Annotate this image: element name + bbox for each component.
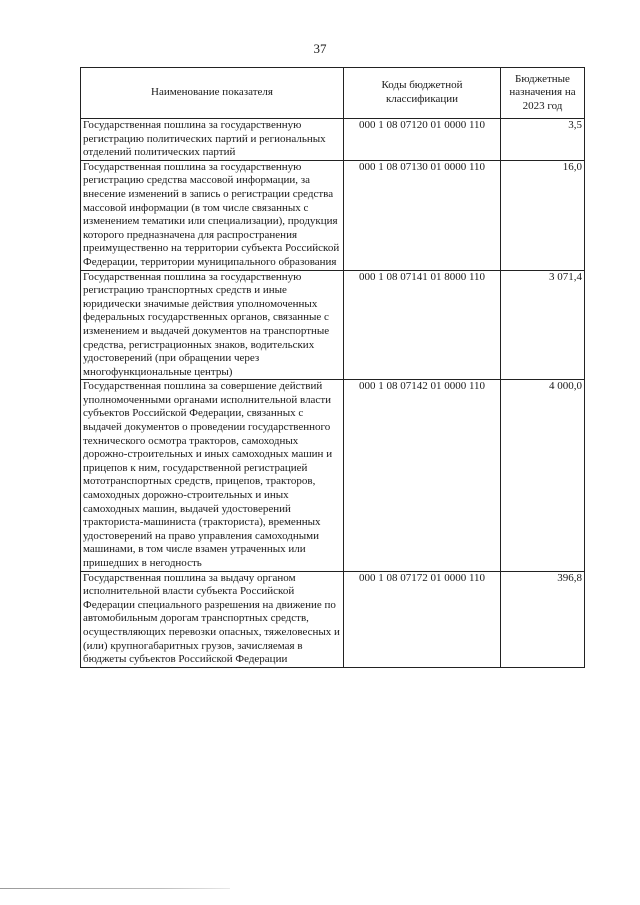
indicator-name-cell: Государственная пошлина за государственную регистрацию транспортных средств и иные юридически значимые действия уполномоченных федеральных государственных органов, связанные с изменением и выдачей документов на транспортные средства, регистрационных знаков, водительских удостоверений (при обращении через многофункциональные центры) bbox=[81, 270, 344, 380]
header-indicator-name: Наименование показателя bbox=[81, 68, 344, 119]
budget-code-cell: 000 1 08 07141 01 8000 110 bbox=[344, 270, 501, 380]
indicator-name-cell: Государственная пошлина за государственную регистрацию средства массовой информации, за внесение изменений в запись о регистрации средства массовой информации (в том числе связанных с изменением тематики или специализации), продукция которого предназначена для распространения преимущественно на территории субъекта Российской Федерации, территории муниципального образования bbox=[81, 160, 344, 270]
amount-cell: 396,8 bbox=[501, 571, 585, 667]
indicator-name-cell: Государственная пошлина за государственную регистрацию политических партий и региональных отделений политических партий bbox=[81, 119, 344, 161]
budget-code-cell: 000 1 08 07120 01 0000 110 bbox=[344, 119, 501, 161]
table-row bbox=[81, 160, 585, 270]
amount-cell: 3,5 bbox=[501, 119, 585, 161]
amount-cell: 3 071,4 bbox=[501, 270, 585, 380]
table-row bbox=[81, 571, 585, 667]
budget-table bbox=[80, 67, 585, 668]
table-header-row bbox=[81, 68, 585, 119]
indicator-name-cell: Государственная пошлина за выдачу органом исполнительной власти субъекта Российской Федерации специального разрешения на движение по автомобильным дорогам транспортных средств, осуществляющих перевозки опасных, тяжеловесных и (или) крупногабаритных грузов, зачисляемая в бюджеты субъектов Российской Федерации bbox=[81, 571, 344, 667]
table-row bbox=[81, 380, 585, 571]
amount-cell: 16,0 bbox=[501, 160, 585, 270]
header-budget-amount: Бюджетные назначения на 2023 год bbox=[501, 68, 585, 119]
page-number: 37 bbox=[313, 41, 327, 56]
amount-cell: 4 000,0 bbox=[501, 380, 585, 571]
budget-code-cell: 000 1 08 07142 01 0000 110 bbox=[344, 380, 501, 571]
indicator-name-cell: Государственная пошлина за совершение действий уполномоченными органами исполнительной власти субъектов Российской Федерации, связанных с выдачей документов о проведении государственного технического осмотра тракторов, самоходных дорожно-строительных и иных самоходных машин и прицепов к ним, государственной регистрацией мототранспортных средств, прицепов, тракторов, самоходных дорожно-строительных и иных самоходных машин, выдачей удостоверений тракториста-машиниста (тракториста), временных удостоверений на право управления самоходными машинами, в том числе взамен утраченных или пришедших в негодность bbox=[81, 380, 344, 571]
table-row bbox=[81, 119, 585, 161]
table-row bbox=[81, 270, 585, 380]
header-budget-code: Коды бюджетной классификации bbox=[344, 68, 501, 119]
budget-code-cell: 000 1 08 07172 01 0000 110 bbox=[344, 571, 501, 667]
footer-divider bbox=[0, 888, 230, 889]
budget-code-cell: 000 1 08 07130 01 0000 110 bbox=[344, 160, 501, 270]
